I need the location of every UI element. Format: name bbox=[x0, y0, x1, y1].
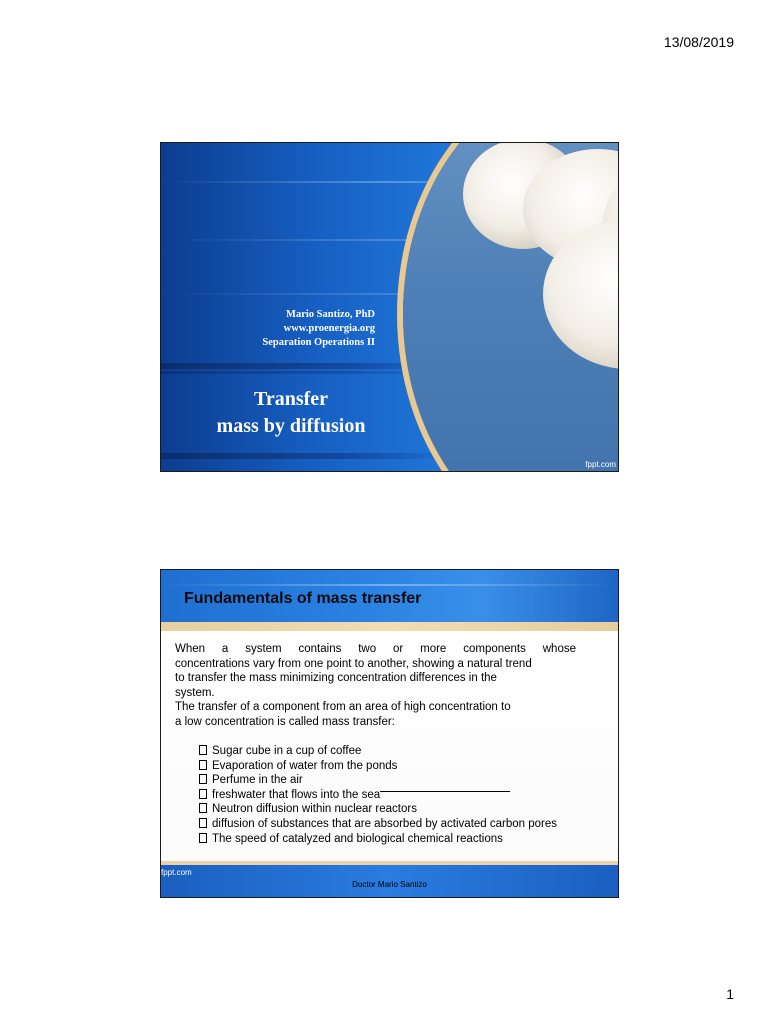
paragraph-line: The transfer of a component from an area of high concentration to bbox=[175, 701, 511, 713]
course-name: Separation Operations II bbox=[262, 337, 375, 348]
page-date: 13/08/2019 bbox=[663, 34, 734, 50]
paragraph-line: a low concentration is called mass transfer: bbox=[175, 715, 395, 728]
list-item: Sugar cube in a cup of coffee bbox=[199, 744, 557, 759]
bullet-box-icon bbox=[199, 833, 207, 843]
paragraph-line: concentrations vary from one point to another, showing a natural trend bbox=[175, 657, 532, 670]
footer-author: Doctor Mario Santizo bbox=[352, 880, 427, 889]
fppt-credit: fppt.com bbox=[161, 868, 192, 877]
slide-body bbox=[161, 631, 618, 865]
bullet-box-icon bbox=[199, 760, 207, 770]
bullet-box-icon bbox=[199, 803, 207, 813]
list-item: freshwater that flows into the sea bbox=[199, 788, 557, 803]
list-item: Neutron diffusion within nuclear reactors bbox=[199, 802, 557, 817]
paragraph-line: When a system contains two or more components whose bbox=[175, 643, 576, 655]
page-number: 1 bbox=[726, 986, 734, 1002]
slide-title bbox=[183, 386, 399, 440]
content-slide bbox=[160, 569, 619, 898]
author-website: www.proenergia.org bbox=[283, 323, 375, 334]
list-item: diffusion of substances that are absorbed by activated carbon pores bbox=[199, 817, 557, 832]
definition-paragraph bbox=[175, 642, 576, 729]
bullet-box-icon bbox=[199, 789, 207, 799]
title-line-1: Transfer bbox=[253, 388, 329, 410]
paragraph-line: to transfer the mass minimizing concentration differences in the bbox=[175, 672, 497, 684]
bullet-box-icon bbox=[199, 774, 207, 784]
author-block bbox=[221, 308, 375, 350]
paragraph-line: system. bbox=[175, 686, 215, 699]
author-name: Mario Santizo, PhD bbox=[286, 309, 375, 320]
list-item: Perfume in the air bbox=[199, 773, 557, 788]
examples-list bbox=[199, 744, 557, 846]
fppt-credit: fppt.com bbox=[585, 460, 616, 469]
bullet-box-icon bbox=[199, 745, 207, 755]
gold-divider bbox=[161, 622, 618, 631]
title-line-2: mass by diffusion bbox=[216, 415, 366, 437]
smokestack-photo bbox=[397, 142, 619, 472]
title-slide bbox=[160, 142, 619, 472]
bullet-box-icon bbox=[199, 818, 207, 828]
slide-heading: Fundamentals of mass transfer bbox=[184, 590, 422, 607]
list-item: The speed of catalyzed and biological chemical reactions bbox=[199, 832, 557, 847]
list-item: Evaporation of water from the ponds bbox=[199, 759, 557, 774]
